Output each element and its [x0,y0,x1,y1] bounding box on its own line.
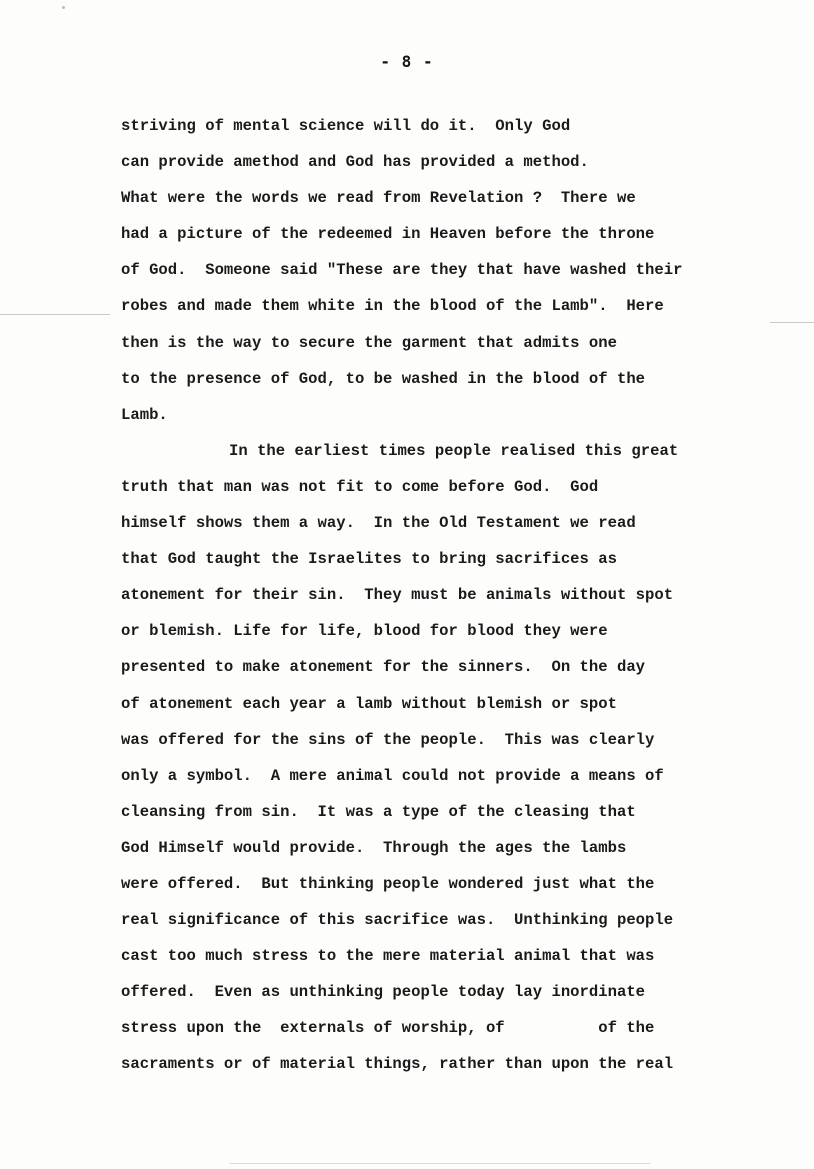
page-number: - 8 - [380,52,434,71]
text-line: cleansing from sin. It was a type of the cleasing that [121,802,636,821]
text-line: were offered. But thinking people wondered just what the [121,874,655,893]
text-line: that God taught the Israelites to bring sacrifices as [121,550,617,569]
scan-streak-bottom [230,1163,650,1164]
text-line: What were the words we read from Revelation ? There we [121,189,636,208]
text-line: striving of mental science will do it. Only God [121,117,571,135]
text-line: then is the way to secure the garment that admits one [121,333,617,352]
scan-speck [62,6,65,9]
text-line: to the presence of God, to be washed in the blood of the [121,369,646,388]
text-line: real significance of this sacrifice was. Unthinking people [121,911,674,930]
text-line: cast too much stress to the mere material animal that was [121,947,655,966]
text-line: presented to make atonement for the sinners. On the day [121,658,646,677]
text-line: only a symbol. A mere animal could not provide a means of [121,766,664,785]
text-line: offered. Even as unthinking people today lay inordinate [121,983,646,1002]
text-line: or blemish. Life for life, blood for blood they were [121,622,608,641]
text-line: truth that man was not fit to come before God. God [121,477,599,496]
text-line: sacraments or of material things, rather than upon the real [121,1055,674,1074]
text-line: himself shows them a way. In the Old Testament we read [121,514,636,533]
text-line: God Himself would provide. Through the ages the lambs [121,838,627,857]
text-line: stress upon the externals of worship, of of the [121,1019,655,1038]
text-line: atonement for their sin. They must be animals without spot [121,586,674,605]
body-text [121,108,801,1083]
text-line: can provide amethod and God has provided a method. [121,153,589,172]
text-line: Lamb. [121,405,168,424]
text-line: had a picture of the redeemed in Heaven before the throne [121,225,655,244]
text-line: of God. Someone said "These are they that have washed their [121,261,683,280]
text-line: of atonement each year a lamb without blemish or spot [121,694,617,713]
scan-streak-left [0,314,110,315]
text-line: robes and made them white in the blood of the Lamb". Here [121,297,664,316]
text-line: In the earliest times people realised this great [229,441,679,460]
text-line: was offered for the sins of the people. This was clearly [121,730,655,749]
